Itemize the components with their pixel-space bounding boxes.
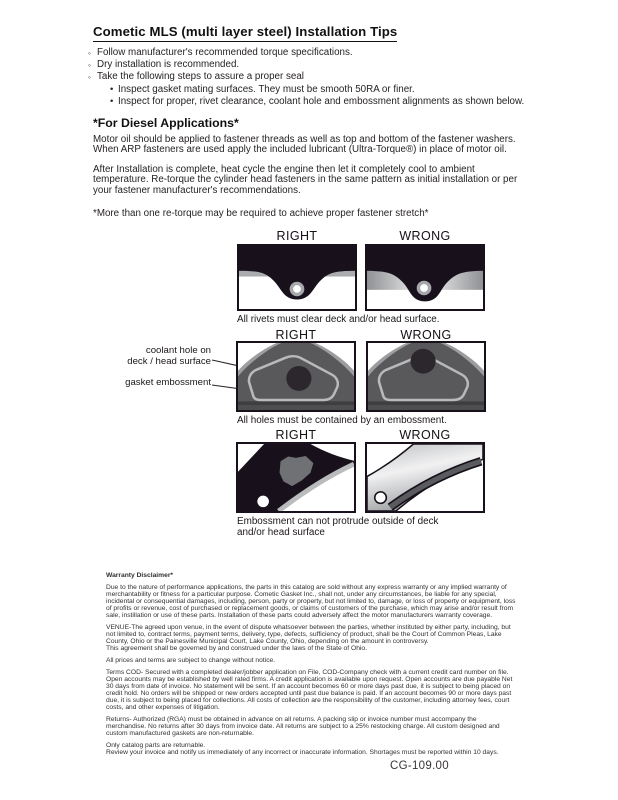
bolt-hole (257, 496, 269, 507)
fig3-caption-line2: and/or head surface (237, 526, 325, 538)
rivet-wrong-diagram (365, 244, 485, 311)
rivet (418, 282, 430, 293)
bullet-icon: • (110, 95, 114, 107)
fig2-caption: All holes must be contained by an embossment. (237, 415, 447, 426)
rivet-right-diagram (237, 244, 357, 311)
paragraph: Motor oil should be applied to fastener threads as well as top and bottom of the fastener washers. When ARP fasteners are used apply the included lubricant (Ultra-Torque®) in place of motor oil. (93, 133, 516, 156)
list-item (88, 47, 540, 59)
open-bullet-icon: ◦ (88, 72, 92, 83)
fig1-wrong-label: WRONG (399, 229, 451, 243)
legal-paragraph: Review your invoice and notify us immediately of any incorrect or inaccurate information. Shortages must be reported within 10 days. (106, 748, 499, 756)
list-item (88, 59, 540, 71)
list-item (88, 96, 540, 108)
warranty-heading: Warranty Disclaimer* (106, 572, 174, 579)
legal-paragraph: This agreement shall be governed by and construed under the laws of the State of Ohio. (106, 645, 367, 653)
fig2-right-label: RIGHT (275, 328, 317, 342)
fig3-caption-line1: Embossment can not protrude outside of deck (237, 516, 439, 527)
fig2-annotations (80, 345, 211, 388)
fig3-right-label: RIGHT (275, 428, 317, 442)
warranty-disclaimer-section (106, 572, 518, 761)
legal-paragraph: All prices and terms are subject to change without notice. (106, 657, 276, 665)
gasket-embossment-label: gasket embossment (125, 377, 211, 388)
protrusion-wrong-diagram (365, 442, 485, 513)
coolant-hole (411, 349, 436, 374)
list-item-text: Dry installation is recommended. (97, 59, 240, 71)
fig3-wrong-label: WRONG (399, 428, 451, 442)
coolant-hole-label-2: deck / head surface (127, 356, 211, 367)
list-item-text: Take the following steps to assure a proper seal (97, 71, 304, 83)
page-number: CG-109.00 (390, 760, 449, 772)
fig1-right-label: RIGHT (276, 229, 318, 243)
coolant-hole (286, 366, 311, 391)
legal-paragraph: Returns- Authorized (RGA) must be obtained in advance on all returns. A packing slip or invoice number must accompany the merchandise. No returns after 30 days from invoice date. All returns are subject to a 25% restocking charge. All custom designed and custom manufactured gaskets are non-returnable. (106, 715, 500, 738)
paragraph: After Installation is complete, heat cycle the engine then let it completely cool to ambient temperature. Re-torque the cylinder head fasteners in the same pattern as initial installation or per your fastener manufacturer's recommendations. (93, 163, 518, 196)
fig1-caption: All rivets must clear deck and/or head surface. (237, 314, 440, 325)
fig2-wrong-label: WRONG (400, 328, 452, 342)
open-bullet-icon: ◦ (88, 60, 92, 71)
legal-paragraph: Due to the nature of performance applications, the parts in this catalog are sold without any express warranty or any implied warranty of merchantability or fitness for a particular purpose. Cometic Gasket Inc., shall not, under any circumstances, be liable for any special, incidental or consequential damages, including, person, party or property, but not limited to, damage, or loss of property or equipment, loss of profits or revenue, cost of purchased or replacement goods, or claims of customers of the purchase, which may arise and/or result from sale, instillation or use of these parts. Installation of these parts could adversely affect the motor manufacturers warranty coverage. (106, 584, 516, 620)
bullet-icon: • (110, 83, 114, 95)
rivet (291, 283, 303, 294)
installation-tips-list (88, 47, 540, 108)
open-bullet-icon: ◦ (88, 48, 92, 58)
list-item (88, 71, 540, 83)
protrusion-right-diagram (236, 442, 356, 513)
embossment-right-diagram (236, 341, 356, 412)
list-item-text: Inspect gasket mating surfaces. They must be smooth 50RA or finer. (118, 83, 415, 95)
fig3-caption (237, 517, 438, 539)
diesel-heading: *For Diesel Applications* (93, 116, 239, 130)
legal-paragraph: Terms COD- Secured with a completed dealer/jobber application on File, COD-Company check with a current credit card number on file. Open accounts may be established by well rated firms. A credit application is available upon request. Open accounts are due payable Net 30 days from date of invoice. No statement will be sent. If an account becomes 60 or more days past due, it is subject to being placed on credit hold. No orders will be shipped or new orders accepted until past due balance is paid. If an account becomes 90 or more days past due, it is subject to being placed for collections. All costs of collection are the responsibility of the customer, including attorney fees, court costs, and other expenses of litigation. (106, 668, 513, 712)
coolant-hole-label: coolant hole on (145, 345, 211, 356)
legal-paragraph: Only catalog parts are returnable. (106, 741, 206, 749)
embossment-wrong-diagram (366, 341, 486, 412)
page-title: Cometic MLS (multi layer steel) Installation Tips (93, 24, 397, 42)
diesel-applications-section (93, 118, 529, 228)
retorque-note: *More than one re-torque may be required to achieve proper fastener stretch* (93, 207, 429, 219)
legal-paragraph: VENUE-The agreed upon venue, in the event of dispute whatsoever between the parties, whether instituted by either party, including, but not limited to, contract terms, payment terms, delivery, type, defects, sufficiency of product, shall be the Court of Common Pleas, Lake County, Ohio or the Painesville Municipal Court, Lake County, Ohio, depending on the amount in controversy. (106, 624, 511, 646)
list-item-text: Inspect for proper, rivet clearance, coolant hole and embossment alignments as shown below. (118, 95, 525, 107)
list-item (88, 84, 540, 96)
list-item-text: Follow manufacturer's recommended torque specifications. (97, 47, 353, 58)
bolt-hole (375, 492, 387, 503)
